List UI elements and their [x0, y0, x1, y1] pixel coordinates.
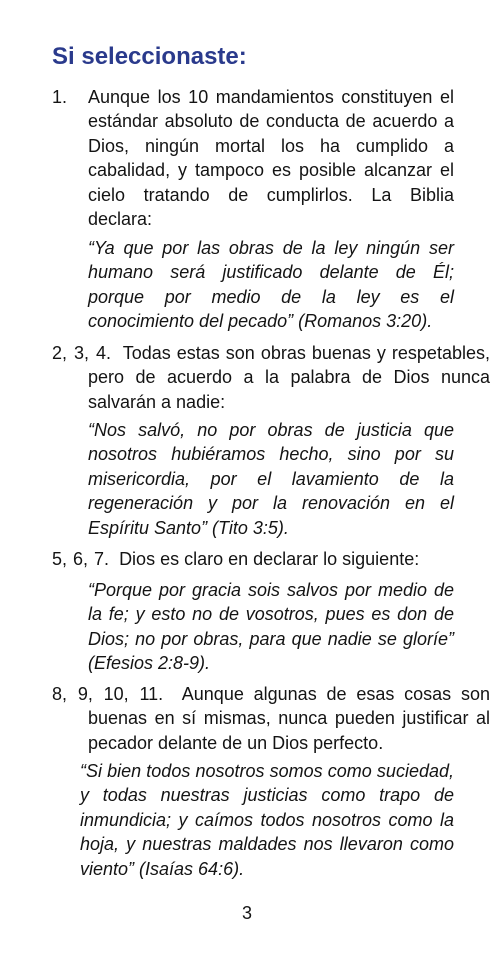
section-body: Todas estas son obras buenas y respetables, pero de acuerdo a la palabra de Dios nunca salvarán a nadie:	[88, 343, 490, 412]
section-4	[52, 682, 490, 755]
section-number: 5, 6, 7.	[52, 549, 110, 569]
section-body: Aunque algunas de esas cosas son buenas en sí mismas, nunca pueden justificar al pecador delante de un Dios perfecto.	[88, 684, 491, 753]
page-number: 3	[241, 903, 252, 923]
section-2	[52, 341, 490, 414]
section-number: 8, 9, 10, 11.	[52, 684, 164, 704]
section-text	[52, 547, 490, 571]
bible-quote-1	[88, 236, 454, 334]
section-text	[52, 682, 491, 755]
quote-text: “Ya que por las obras de la ley ningún ser humano será justificado delante de Él; porque por medio de la ley es el conocimiento del pecado” (Romanos 3:20).	[88, 238, 454, 332]
section-number: 1.	[52, 87, 68, 107]
section-body: Dios es claro en declarar lo siguiente:	[119, 549, 420, 569]
section-1	[52, 85, 454, 231]
bible-quote-4	[80, 759, 454, 881]
section-3	[52, 547, 490, 571]
quote-text: “Si bien todos nosotros somos como suciedad, y todas nuestras justicias como trapo de inmundicia; y caímos todos nosotros como la hoja, y nuestras maldades nos llevaron como viento” (Isaías 64:6).	[80, 761, 454, 879]
page-title: Si seleccionaste:	[52, 43, 247, 70]
bible-quote-2	[88, 418, 454, 540]
quote-text: “Porque por gracia sois salvos por medio de la fe; y esto no de vosotros, pues es don de Dios; no por obras, para que nadie se gloríe” (Efesios 2:8-9).	[88, 580, 454, 674]
quote-text: “Nos salvó, no por obras de justicia que nosotros hubiéramos hecho, sino por su misericordia, por el lavamiento de la regeneración y por la renovación en el Espíritu Santo” (Tito 3:5).	[88, 420, 454, 538]
section-text	[52, 341, 490, 414]
bible-quote-3	[88, 578, 454, 676]
section-text: Aunque los 10 mandamientos constituyen el estándar absoluto de conducta de acuerdo a Dios, ningún mortal los ha cumplido a cabalidad, y tampoco es posible alcanzar el cielo tratando de cumplirlos. La Biblia declara:	[88, 87, 454, 230]
section-number: 2, 3, 4.	[52, 343, 112, 363]
